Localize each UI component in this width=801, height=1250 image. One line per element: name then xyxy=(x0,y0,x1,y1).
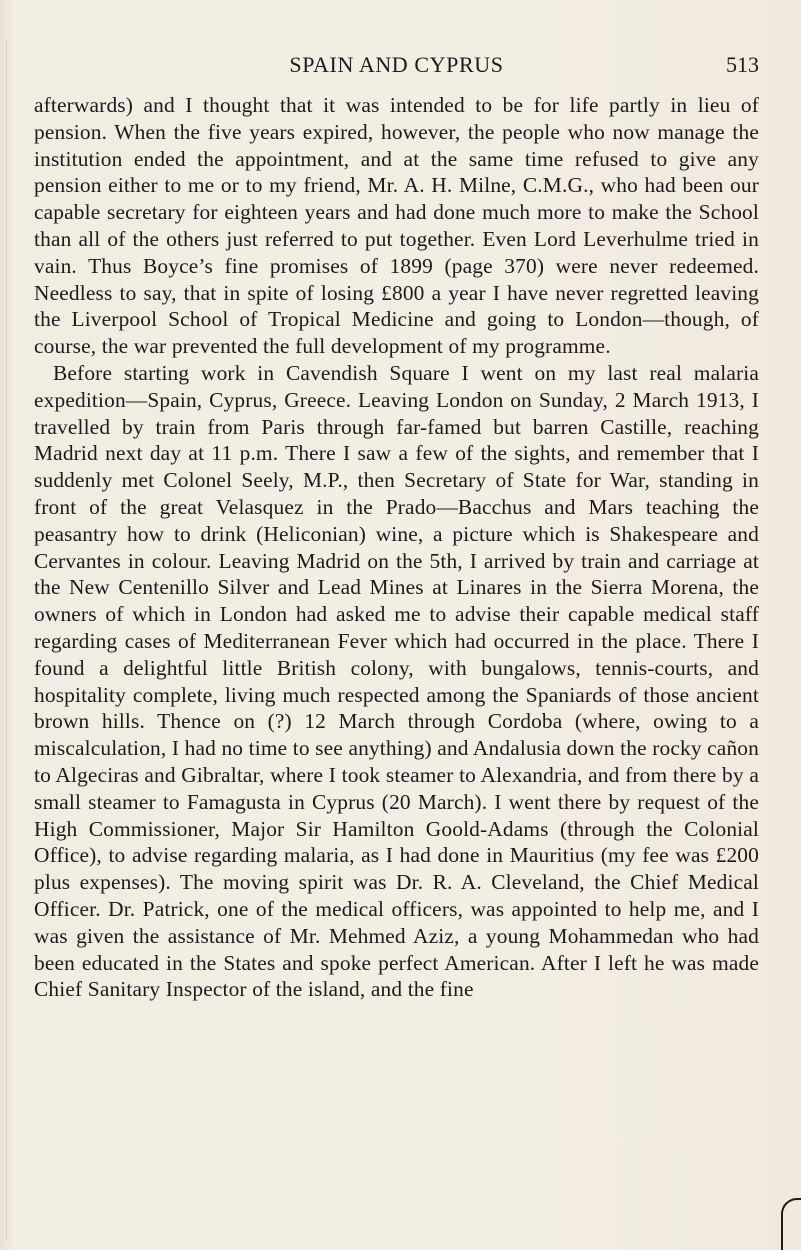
body-text xyxy=(34,92,759,1003)
paragraph-expedition: Before starting work in Cavendish Square I went on my last real malaria expedition—Spain, Cyprus, Greece. Leaving London on Sunday, 2 March 1913, I travelled by train from Paris through far-famed but barren Castille, reaching Madrid next day at 11 p.m. There I saw a few of the sights, and remember that I suddenly met Colonel Seely, M.P., then Secretary of State for War, standing in front of the great Velasquez in the Prado—Bacchus and Mars teaching the peasantry how to drink (Heliconian) wine, a picture which is Shakespeare and Cervantes in colour. Leaving Madrid on the 5th, I arrived by train and carriage at the New Centenillo Silver and Lead Mines at Linares in the Sierra Morena, the owners of which in London had asked me to advise their capable medical staff regarding cases of Mediterranean Fever which had occurred in the place. There I found a delightful little British colony, with bungalows, tennis-courts, and hospitality complete, living much respected among the Spaniards of those ancient brown hills. Thence on (?) 12 March through Cordoba (where, owing to a miscalculation, I had no time to see anything) and Andalusia down the rocky cañon to Algeciras and Gibraltar, where I took steamer to Alexandria, and from there by a small steamer to Famagusta in Cyprus (20 March). I went there by request of the High Commissioner, Major Sir Hamilton Goold-Adams (through the Colonial Office), to advise regarding malaria, as I had done in Mauritius (my fee was £200 plus expenses). The moving spirit was Dr. R. A. Cleveland, the Chief Medical Officer. Dr. Patrick, one of the medical officers, was appointed to help me, and I was given the assistance of Mr. Mehmed Aziz, a young Mohammedan who had been educated in the States and spoke perfect American. After I left he was made Chief Sanitary Inspector of the island, and the fine xyxy=(34,360,759,1002)
page-corner-mark xyxy=(781,1198,801,1250)
running-head: SPAIN AND CYPRUS xyxy=(289,52,504,77)
page-gutter-edge xyxy=(6,40,7,1240)
page-header xyxy=(34,52,759,82)
page-number: 513 xyxy=(726,52,759,77)
paragraph-continuation: afterwards) and I thought that it was intended to be for life partly in lieu of pension. When the five years expired, however, the people who now manage the institution ended the appointment, and at the same time refused to give any pension either to me or to my friend, Mr. A. H. Milne, C.M.G., who had been our capable secretary for eighteen years and had done much more to make the School than all of the others just referred to put together. Even Lord Leverhulme tried in vain. Thus Boyce’s fine promises of 1899 (page 370) were never redeemed. Needless to say, that in spite of losing £800 a year I have never regretted leaving the Liverpool School of Tropical Medicine and going to London—though, of course, the war prevented the full development of my programme. xyxy=(34,93,759,359)
